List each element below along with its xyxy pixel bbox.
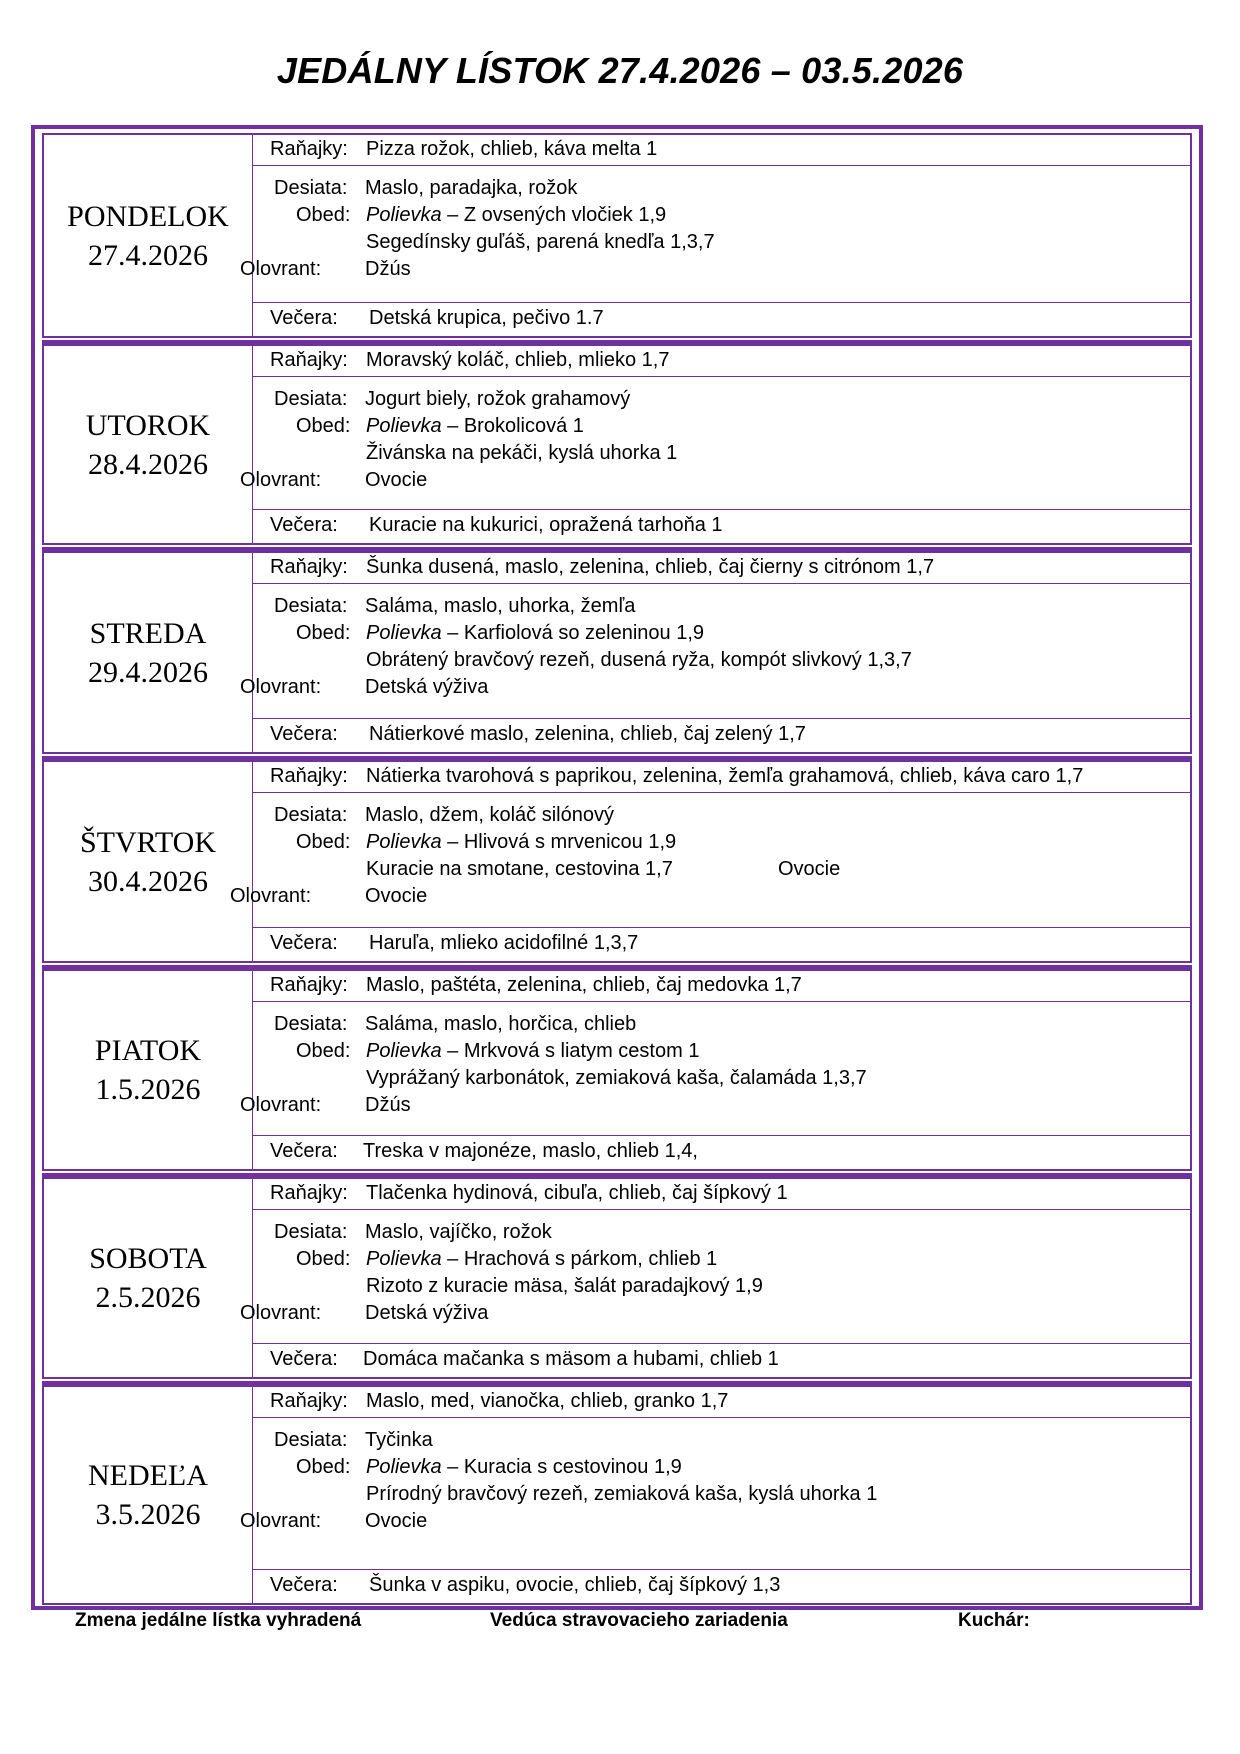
main-dish-text: Segedínsky guľáš, parená knedľa 1,3,7 <box>366 231 715 253</box>
row-divider <box>252 792 1190 793</box>
day-label <box>44 762 252 961</box>
breakfast-label: Raňajky: <box>270 138 348 160</box>
day-block <box>42 1173 1192 1379</box>
snack-text: Tyčinka <box>365 1429 433 1451</box>
breakfast-text: Maslo, paštéta, zelenina, chlieb, čaj medovka 1,7 <box>366 974 802 996</box>
afternoon-snack-label: Olovrant: <box>240 469 322 491</box>
dinner-text: Domáca mačanka s mäsom a hubami, chlieb 1 <box>363 1348 779 1370</box>
soup-text <box>366 415 584 438</box>
snack-label: Desiata: <box>274 1429 348 1451</box>
snack-text: Saláma, maslo, uhorka, žemľa <box>365 595 636 617</box>
day-date: 29.4.2026 <box>88 655 208 689</box>
afternoon-snack-text: Džús <box>365 1094 411 1116</box>
afternoon-snack-label: Olovrant: <box>230 885 312 907</box>
soup-name: – Hrachová s párkom, chlieb 1 <box>441 1248 718 1270</box>
afternoon-snack-label: Olovrant: <box>240 676 322 698</box>
lunch-label: Obed: <box>296 622 351 644</box>
row-divider <box>252 1417 1190 1418</box>
breakfast-label: Raňajky: <box>270 556 348 578</box>
lunch-label: Obed: <box>296 1248 351 1270</box>
day-block <box>42 965 1192 1171</box>
soup-text <box>366 1248 717 1271</box>
snack-label: Desiata: <box>274 1221 348 1243</box>
day-block <box>42 340 1192 545</box>
main-dish-text: Kuracie na smotane, cestovina 1,7 <box>366 858 673 880</box>
day-name: ŠTVRTOK <box>80 825 216 859</box>
breakfast-label: Raňajky: <box>270 1390 348 1412</box>
dinner-text: Šunka v aspiku, ovocie, chlieb, čaj šípkový 1,3 <box>369 1574 781 1596</box>
main-dish-text: Obrátený bravčový rezeň, dusená ryža, kompót slivkový 1,3,7 <box>366 649 912 671</box>
row-divider <box>252 718 1190 719</box>
lunch-label: Obed: <box>296 831 351 853</box>
breakfast-text: Maslo, med, vianočka, chlieb, granko 1,7 <box>366 1390 729 1412</box>
afternoon-snack-text: Ovocie <box>365 469 428 491</box>
afternoon-snack-text: Ovocie <box>365 1510 428 1532</box>
row-divider <box>252 583 1190 584</box>
day-label <box>44 971 252 1169</box>
snack-label: Desiata: <box>274 1013 348 1035</box>
lunch-label: Obed: <box>296 1456 351 1478</box>
soup-text <box>366 204 666 227</box>
soup-name: – Z ovsených vločiek 1,9 <box>441 204 667 226</box>
dinner-text: Kuracie na kukurici, opražená tarhoňa 1 <box>369 514 723 536</box>
snack-text: Maslo, vajíčko, rožok <box>365 1221 552 1243</box>
soup-name: – Hlivová s mrvenicou 1,9 <box>441 831 677 853</box>
dinner-text: Treska v majonéze, maslo, chlieb 1,4, <box>363 1140 698 1162</box>
footer-cook: Kuchár: <box>958 1610 1030 1631</box>
day-date: 1.5.2026 <box>95 1073 201 1106</box>
dinner-label: Večera: <box>270 723 338 745</box>
day-name: PONDELOK <box>67 199 229 233</box>
row-divider <box>252 1001 1190 1002</box>
dinner-label: Večera: <box>270 1348 338 1370</box>
soup-text <box>366 1456 682 1479</box>
breakfast-text: Pizza rožok, chlieb, káva melta 1 <box>366 138 658 160</box>
dinner-label: Večera: <box>270 1140 338 1162</box>
soup-name: – Kuracia s cestovinou 1,9 <box>441 1456 682 1478</box>
breakfast-text: Šunka dusená, maslo, zelenina, chlieb, čaj čierny s citrónom 1,7 <box>366 556 935 578</box>
soup-label: Polievka <box>366 622 442 644</box>
soup-label: Polievka <box>366 831 442 853</box>
main-dish-text: Vyprážaný karbonátok, zemiaková kaša, čalamáda 1,3,7 <box>366 1067 867 1089</box>
lunch-label: Obed: <box>296 1040 351 1062</box>
snack-text: Maslo, paradajka, rožok <box>365 177 578 199</box>
main-dish-text: Prírodný bravčový rezeň, zemiaková kaša, kyslá uhorka 1 <box>366 1483 878 1505</box>
main-dish-extra: Ovocie <box>778 858 841 880</box>
breakfast-label: Raňajky: <box>270 765 348 787</box>
soup-label: Polievka <box>366 1248 442 1270</box>
day-block <box>42 1381 1192 1605</box>
day-date: 3.5.2026 <box>95 1498 201 1531</box>
row-divider <box>252 376 1190 377</box>
afternoon-snack-label: Olovrant: <box>240 1302 322 1324</box>
day-block <box>42 133 1192 338</box>
day-name: STREDA <box>89 616 207 650</box>
snack-text: Saláma, maslo, horčica, chlieb <box>365 1013 637 1035</box>
day-date: 30.4.2026 <box>88 864 208 898</box>
dinner-label: Večera: <box>270 1574 338 1596</box>
day-date: 27.4.2026 <box>88 238 208 272</box>
afternoon-snack-label: Olovrant: <box>240 258 322 280</box>
day-name: SOBOTA <box>89 1242 207 1275</box>
row-divider <box>252 509 1190 510</box>
soup-label: Polievka <box>366 204 442 226</box>
soup-label: Polievka <box>366 1040 442 1062</box>
day-date: 28.4.2026 <box>88 447 208 481</box>
page-title: JEDÁLNY LÍSTOK 27.4.2026 – 03.5.2026 <box>276 50 964 91</box>
dinner-text: Haruľa, mlieko acidofilné 1,3,7 <box>369 932 639 954</box>
breakfast-label: Raňajky: <box>270 1182 348 1204</box>
main-dish-text: Rizoto z kuracie mäsa, šalát paradajkový 1,9 <box>366 1275 763 1297</box>
column-divider <box>252 1387 253 1603</box>
dinner-label: Večera: <box>270 514 338 536</box>
breakfast-label: Raňajky: <box>270 974 348 996</box>
day-name: NEDEĽA <box>88 1459 208 1492</box>
soup-label: Polievka <box>366 1456 442 1478</box>
dinner-text: Nátierkové maslo, zelenina, chlieb, čaj zelený 1,7 <box>369 723 806 745</box>
lunch-label: Obed: <box>296 415 351 437</box>
row-divider <box>252 165 1190 166</box>
main-dish-text: Živánska na pekáči, kyslá uhorka 1 <box>366 442 678 464</box>
snack-label: Desiata: <box>274 804 348 826</box>
row-divider <box>252 1209 1190 1210</box>
soup-text <box>366 831 676 854</box>
row-divider <box>252 927 1190 928</box>
snack-label: Desiata: <box>274 177 348 199</box>
breakfast-text: Nátierka tvarohová s paprikou, zelenina, žemľa grahamová, chlieb, káva caro 1,7 <box>366 765 1084 787</box>
soup-name: – Brokolicová 1 <box>441 415 584 437</box>
footer-note: Zmena jedálne lístka vyhradená <box>75 1610 362 1631</box>
day-label <box>44 1179 252 1377</box>
snack-text: Jogurt biely, rožok grahamový <box>365 388 631 410</box>
afternoon-snack-label: Olovrant: <box>240 1094 322 1116</box>
day-name: UTOROK <box>85 408 211 442</box>
row-divider <box>252 302 1190 303</box>
afternoon-snack-text: Detská výživa <box>365 1302 489 1324</box>
row-divider <box>252 1135 1190 1136</box>
day-date: 2.5.2026 <box>95 1281 201 1314</box>
afternoon-snack-text: Detská výživa <box>365 676 489 698</box>
soup-name: – Karfiolová so zeleninou 1,9 <box>441 622 705 644</box>
snack-text: Maslo, džem, koláč silónový <box>365 804 614 826</box>
snack-label: Desiata: <box>274 388 348 410</box>
afternoon-snack-label: Olovrant: <box>240 1510 322 1532</box>
footer-manager: Vedúca stravovacieho zariadenia <box>490 1610 788 1631</box>
soup-name: – Mrkvová s liatym cestom 1 <box>441 1040 700 1062</box>
day-block <box>42 756 1192 963</box>
soup-text <box>366 622 704 645</box>
day-label <box>44 135 252 336</box>
day-label <box>44 1387 252 1603</box>
snack-label: Desiata: <box>274 595 348 617</box>
day-block <box>42 547 1192 754</box>
dinner-text: Detská krupica, pečivo 1.7 <box>369 307 604 329</box>
afternoon-snack-text: Ovocie <box>365 885 428 907</box>
lunch-label: Obed: <box>296 204 351 226</box>
day-label <box>44 346 252 543</box>
menu-table <box>31 125 1203 1610</box>
day-name: PIATOK <box>94 1034 202 1067</box>
dinner-label: Večera: <box>270 307 338 329</box>
day-label <box>44 553 252 752</box>
soup-label: Polievka <box>366 415 442 437</box>
row-divider <box>252 1343 1190 1344</box>
breakfast-label: Raňajky: <box>270 349 348 371</box>
breakfast-text: Moravský koláč, chlieb, mlieko 1,7 <box>366 349 670 371</box>
row-divider <box>252 1569 1190 1570</box>
afternoon-snack-text: Džús <box>365 258 411 280</box>
breakfast-text: Tlačenka hydinová, cibuľa, chlieb, čaj šípkový 1 <box>366 1182 788 1204</box>
dinner-label: Večera: <box>270 932 338 954</box>
soup-text <box>366 1040 699 1063</box>
